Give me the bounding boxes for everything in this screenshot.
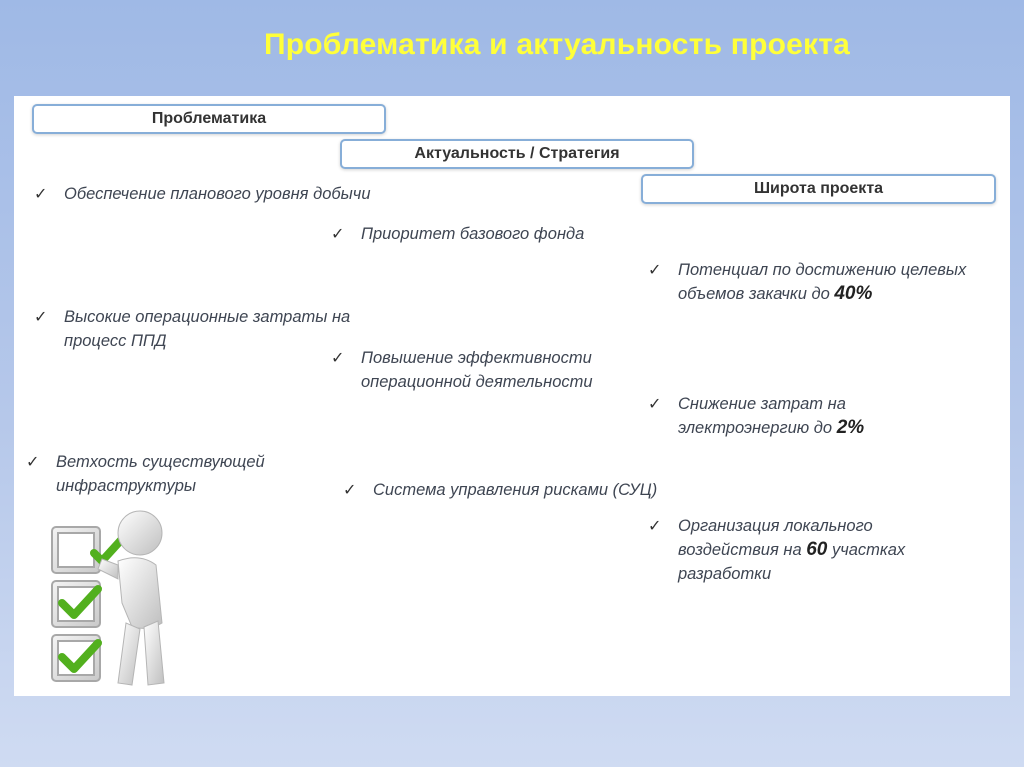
check-icon: ✓ — [26, 454, 40, 471]
check-icon: ✓ — [331, 226, 345, 243]
scope-item-1 — [678, 258, 1008, 306]
header-relevance — [340, 139, 694, 169]
scope-item-2 — [678, 392, 898, 440]
slide-title: Проблематика и актуальность проекта — [263, 28, 851, 61]
scope-item-1-text: Потенциал по достижению целевых объемов закачки до — [678, 261, 967, 303]
check-icon: ✓ — [648, 262, 662, 279]
scope-item-3-value: 60 — [806, 539, 828, 560]
header-problems — [32, 104, 386, 134]
relevance-item-1: Приоритет базового фонда — [361, 225, 585, 243]
scope-item-1-value: 40% — [834, 283, 873, 304]
relevance-item-2: Повышение эффективности операционной деятельности — [361, 349, 593, 391]
scope-item-3-post: участках разработки — [678, 541, 906, 583]
scope-item-2-value: 2% — [836, 417, 865, 438]
header-relevance-label: Актуальность / Стратегия — [414, 145, 620, 162]
header-scope-label: Широта проекта — [753, 180, 884, 197]
check-icon: ✓ — [648, 518, 662, 535]
check-icon: ✓ — [34, 309, 48, 326]
person-figure — [98, 511, 164, 685]
problem-item-1: Обеспечение планового уровня добычи — [64, 185, 371, 203]
check-icon: ✓ — [34, 186, 48, 203]
problem-item-3: Ветхость существующей инфраструктуры — [56, 453, 265, 495]
check-icon: ✓ — [648, 396, 662, 413]
scope-item-2-text: Снижение затрат на электроэнергию до — [678, 395, 846, 437]
check-icon: ✓ — [343, 482, 357, 499]
header-problems-label: Проблематика — [151, 110, 267, 127]
relevance-item-3: Система управления рисками (СУЦ) — [373, 481, 658, 499]
checklist-figure-illustration — [22, 503, 184, 693]
scope-item-3-pre: Организация локального воздействия на — [678, 517, 873, 559]
header-scope — [641, 174, 996, 204]
scope-item-3 — [678, 514, 978, 586]
problem-item-2: Высокие операционные затраты на процесс ППД — [64, 308, 351, 350]
check-icon: ✓ — [331, 350, 345, 367]
